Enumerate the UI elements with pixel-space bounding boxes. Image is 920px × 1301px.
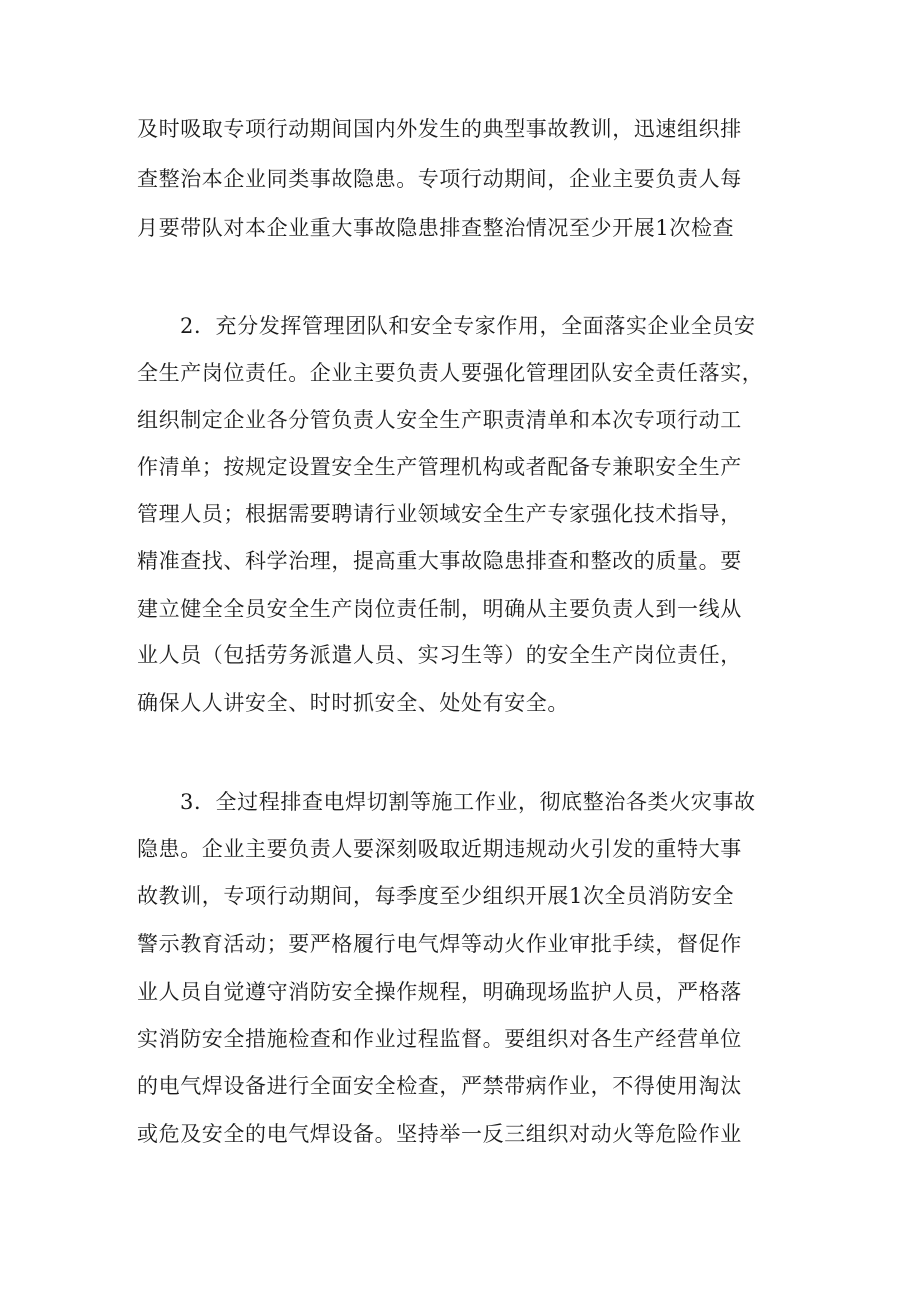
text-line: 业人员自觉遵守消防安全操作规程，明确现场监护人员，严格落 (137, 980, 742, 1004)
text-line: 全生产岗位责任。企业主要负责人要强化管理团队安全责任落实， (137, 361, 764, 385)
text-line: 精准查找、科学治理，提高重大事故隐患排查和整改的质量。要 (137, 549, 742, 573)
text-line: 管理人员；根据需要聘请行业领域安全生产专家强化技术指导， (137, 502, 742, 526)
text-line: 业人员（包括劳务派遣人员、实习生等）的安全生产岗位责任， (137, 643, 742, 667)
text-line: 及时吸取专项行动期间国内外发生的典型事故教训，迅速组织排 (137, 117, 742, 141)
text-line: 作清单；按规定设置安全生产管理机构或者配备专兼职安全生产 (137, 455, 742, 479)
text-line: 或危及安全的电气焊设备。坚持举一反三组织对动火等危险作业 (137, 1122, 742, 1146)
text-line: 故教训，专项行动期间，每季度至少组织开展1次全员消防安全 (137, 884, 735, 908)
text-line: 隐患。企业主要负责人要深刻吸取近期违规动火引发的重特大事 (137, 837, 742, 861)
text-line: 组织制定企业各分管负责人安全生产职责清单和本次专项行动工 (137, 408, 742, 432)
text-line: 确保人人讲安全、时时抓安全、处处有安全。 (137, 691, 569, 715)
text-line: 的电气焊设备进行全面安全检查，严禁带病作业，不得使用淘汰 (137, 1074, 742, 1098)
text-line: 警示教育活动；要严格履行电气焊等动火作业审批手续，督促作 (137, 932, 742, 956)
text-line: 月要带队对本企业重大事故隐患排查整治情况至少开展1次检查 (137, 216, 735, 240)
text-line: 3．全过程排查电焊切割等施工作业，彻底整治各类火灾事故 (180, 790, 756, 814)
text-line: 建立健全全员安全生产岗位责任制，明确从主要负责人到一线从 (137, 597, 742, 621)
text-line: 2．充分发挥管理团队和安全专家作用，全面落实企业全员安 (180, 314, 756, 338)
text-line: 查整治本企业同类事故隐患。专项行动期间，企业主要负责人每 (137, 167, 742, 191)
text-line: 实消防安全措施检查和作业过程监督。要组织对各生产经营单位 (137, 1027, 742, 1051)
